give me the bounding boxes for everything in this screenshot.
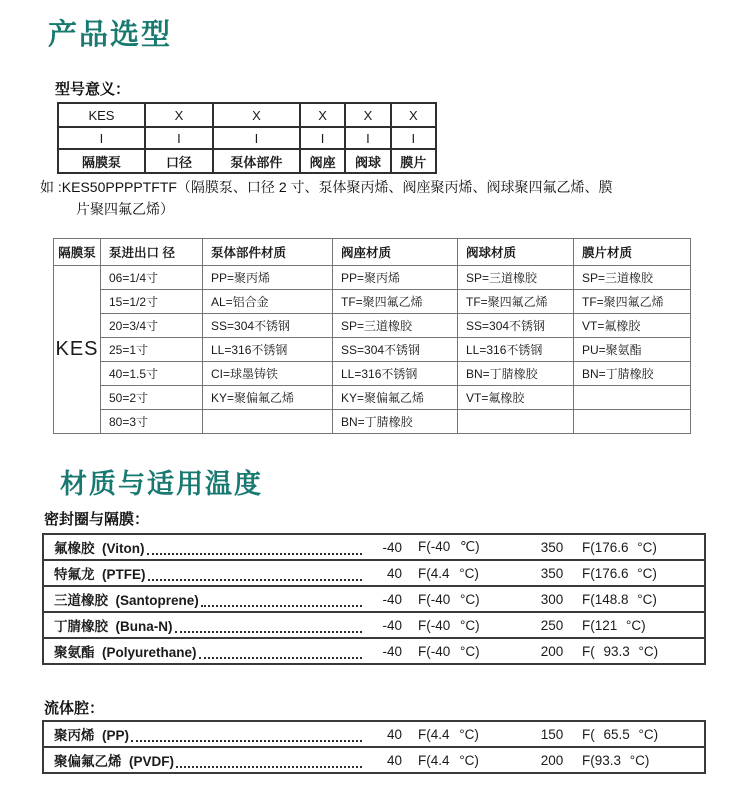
- high-temp-f: 200: [540, 643, 564, 659]
- low-temp-c: F(-40 °C): [418, 643, 480, 659]
- high-temp-c: F(148.8 °C): [582, 591, 657, 607]
- connector-cell: I: [213, 127, 300, 149]
- seat-material-header: 阀座材质: [333, 239, 458, 266]
- ball-material-cell: VT=氟橡胶: [458, 386, 574, 410]
- model-structure-table: [57, 102, 437, 174]
- diaphragm-material-cell: [574, 386, 691, 410]
- ball-material-cell: SS=304不锈钢: [458, 314, 574, 338]
- selection-header-row: [54, 239, 691, 266]
- dot-leader: [201, 592, 362, 607]
- body-material-cell: SS=304不锈钢: [203, 314, 333, 338]
- low-temp-c: F(-40 ℃): [418, 539, 480, 554]
- temp-row: [44, 722, 704, 748]
- model-code-cell: X: [300, 103, 345, 127]
- seat-material-cell: KY=聚偏氟乙烯: [333, 386, 458, 410]
- body-material-cell: PP=聚丙烯: [203, 266, 333, 290]
- seat-material-cell: TF=聚四氟乙烯: [333, 290, 458, 314]
- low-temp-f: -40: [382, 617, 402, 633]
- model-meaning-label: 型号意义：: [55, 81, 131, 98]
- material-name: 特氟龙 (PTFE): [54, 567, 146, 582]
- body-material-cell: [203, 410, 333, 434]
- port-size-cell: 50=2寸: [101, 386, 203, 410]
- page-title: 产品选型: [48, 19, 173, 51]
- dot-leader: [175, 618, 363, 633]
- ball-material-cell: LL=316不锈钢: [458, 338, 574, 362]
- temp-row: [44, 613, 704, 639]
- high-temp-c: F(121 °C): [582, 617, 646, 633]
- material-name: 聚丙烯 (PP): [54, 728, 130, 743]
- model-code-cell: KES: [58, 103, 145, 127]
- diaphragm-material-cell: [574, 410, 691, 434]
- high-temp-f: 350: [540, 565, 564, 581]
- connector-cell: I: [300, 127, 345, 149]
- section-title-materials-temperature: 材质与适用温度: [60, 469, 263, 499]
- low-temp-f: -40: [382, 591, 402, 607]
- table-row: [54, 386, 691, 410]
- body-material-cell: AL=铝合金: [203, 290, 333, 314]
- body-material-cell: LL=316不锈钢: [203, 338, 333, 362]
- high-temp-f: 250: [540, 617, 564, 633]
- model-example-note: [40, 176, 730, 220]
- table-row: [54, 410, 691, 434]
- seat-material-cell: SS=304不锈钢: [333, 338, 458, 362]
- seat-material-cell: LL=316不锈钢: [333, 362, 458, 386]
- diaphragm-material-cell: PU=聚氨酯: [574, 338, 691, 362]
- port-size-cell: 40=1.5寸: [101, 362, 203, 386]
- seal-diaphragm-label: 密封圈与隔膜：: [44, 511, 150, 528]
- model-code-cell: X: [345, 103, 390, 127]
- material-name: 丁腈橡胶 (Buna-N): [54, 619, 173, 634]
- model-label-cell: 阀座: [300, 149, 345, 173]
- port-size-cell: 20=3/4寸: [101, 314, 203, 338]
- seal-diaphragm-temp-table: [42, 533, 706, 665]
- ball-material-cell: [458, 410, 574, 434]
- dot-leader: [147, 540, 363, 555]
- port-size-cell: 15=1/2寸: [101, 290, 203, 314]
- model-label-cell: 口径: [145, 149, 213, 173]
- ball-material-header: 阀球材质: [458, 239, 574, 266]
- temp-row: [44, 535, 704, 561]
- material-name: 氟橡胶 (Viton): [54, 541, 145, 556]
- model-code-cell: X: [391, 103, 436, 127]
- body-material-cell: CI=球墨铸铁: [203, 362, 333, 386]
- body-material-header: 泵体部件材质: [203, 239, 333, 266]
- ball-material-cell: BN=丁腈橡胶: [458, 362, 574, 386]
- seat-material-cell: BN=丁腈橡胶: [333, 410, 458, 434]
- model-label-cell: 隔膜泵: [58, 149, 145, 173]
- model-label-cell: 泵体部件: [213, 149, 300, 173]
- dot-leader: [199, 644, 362, 659]
- low-temp-f: 40: [386, 565, 402, 581]
- high-temp-c: F(176.6 °C): [582, 565, 657, 581]
- ball-material-cell: TF=聚四氟乙烯: [458, 290, 574, 314]
- dot-leader: [148, 566, 363, 581]
- diaphragm-material-cell: VT=氟橡胶: [574, 314, 691, 338]
- seat-material-cell: PP=聚丙烯: [333, 266, 458, 290]
- seat-material-cell: SP=三道橡胶: [333, 314, 458, 338]
- port-size-cell: 25=1寸: [101, 338, 203, 362]
- connector-cell: I: [391, 127, 436, 149]
- fluid-chamber-label: 流体腔：: [44, 700, 105, 717]
- note-line-2: 片聚四氟乙烯）: [76, 201, 174, 217]
- connector-cell: I: [58, 127, 145, 149]
- table-row: [54, 290, 691, 314]
- table-row: [54, 314, 691, 338]
- low-temp-c: F(-40 °C): [418, 617, 480, 633]
- low-temp-c: F(4.4 °C): [418, 752, 479, 768]
- model-code-cell: X: [145, 103, 213, 127]
- temp-row: [44, 639, 704, 663]
- model-code-cell: X: [213, 103, 300, 127]
- low-temp-f: -40: [382, 539, 402, 555]
- pump-type-header: 隔膜泵: [54, 239, 101, 266]
- body-material-cell: KY=聚偏氟乙烯: [203, 386, 333, 410]
- material-name: 聚偏氟乙烯 (PVDF): [54, 754, 174, 769]
- temp-row: [44, 748, 704, 772]
- high-temp-f: 200: [540, 752, 564, 768]
- low-temp-f: -40: [382, 643, 402, 659]
- diaphragm-material-header: 膜片材质: [574, 239, 691, 266]
- connector-cell: I: [145, 127, 213, 149]
- high-temp-f: 150: [540, 726, 564, 742]
- low-temp-f: 40: [386, 752, 402, 768]
- low-temp-c: F(4.4 °C): [418, 565, 479, 581]
- note-line-1: 如 :KES50PPPPTFTF（隔膜泵、口径 2 寸、泵体聚丙烯、阀座聚丙烯、阀球聚四氟乙烯、膜: [40, 179, 613, 195]
- material-name: 三道橡胶 (Santoprene): [54, 593, 199, 608]
- ball-material-cell: SP=三道橡胶: [458, 266, 574, 290]
- model-connector-row: [58, 127, 436, 149]
- temp-row: [44, 587, 704, 613]
- model-label-row: [58, 149, 436, 173]
- diaphragm-material-cell: BN=丁腈橡胶: [574, 362, 691, 386]
- connector-cell: I: [345, 127, 390, 149]
- low-temp-c: F(-40 °C): [418, 591, 480, 607]
- high-temp-c: F( 65.5 °C): [582, 726, 659, 742]
- material-name: 聚氨酯 (Polyurethane): [54, 645, 197, 660]
- diaphragm-material-cell: TF=聚四氟乙烯: [574, 290, 691, 314]
- model-label-cell: 阀球: [345, 149, 390, 173]
- temp-row: [44, 561, 704, 587]
- model-code-row: [58, 103, 436, 127]
- high-temp-c: F( 93.3 °C): [582, 643, 659, 659]
- low-temp-c: F(4.4 °C): [418, 726, 479, 742]
- high-temp-c: F(93.3 °C): [582, 752, 650, 768]
- low-temp-f: 40: [386, 726, 402, 742]
- high-temp-f: 300: [540, 591, 564, 607]
- fluid-chamber-temp-table: [42, 720, 706, 774]
- high-temp-c: F(176.6 °C): [582, 539, 657, 555]
- table-row: [54, 362, 691, 386]
- table-row: [54, 266, 691, 290]
- model-label-cell: 膜片: [391, 149, 436, 173]
- pump-model-cell: KES: [54, 266, 101, 434]
- port-size-cell: 80=3寸: [101, 410, 203, 434]
- dot-leader: [176, 753, 362, 768]
- material-selection-table: [53, 238, 691, 434]
- port-size-cell: 06=1/4寸: [101, 266, 203, 290]
- port-size-header: 泵进出口 径: [101, 239, 203, 266]
- high-temp-f: 350: [540, 539, 564, 555]
- dot-leader: [131, 727, 362, 742]
- diaphragm-material-cell: SP=三道橡胶: [574, 266, 691, 290]
- table-row: [54, 338, 691, 362]
